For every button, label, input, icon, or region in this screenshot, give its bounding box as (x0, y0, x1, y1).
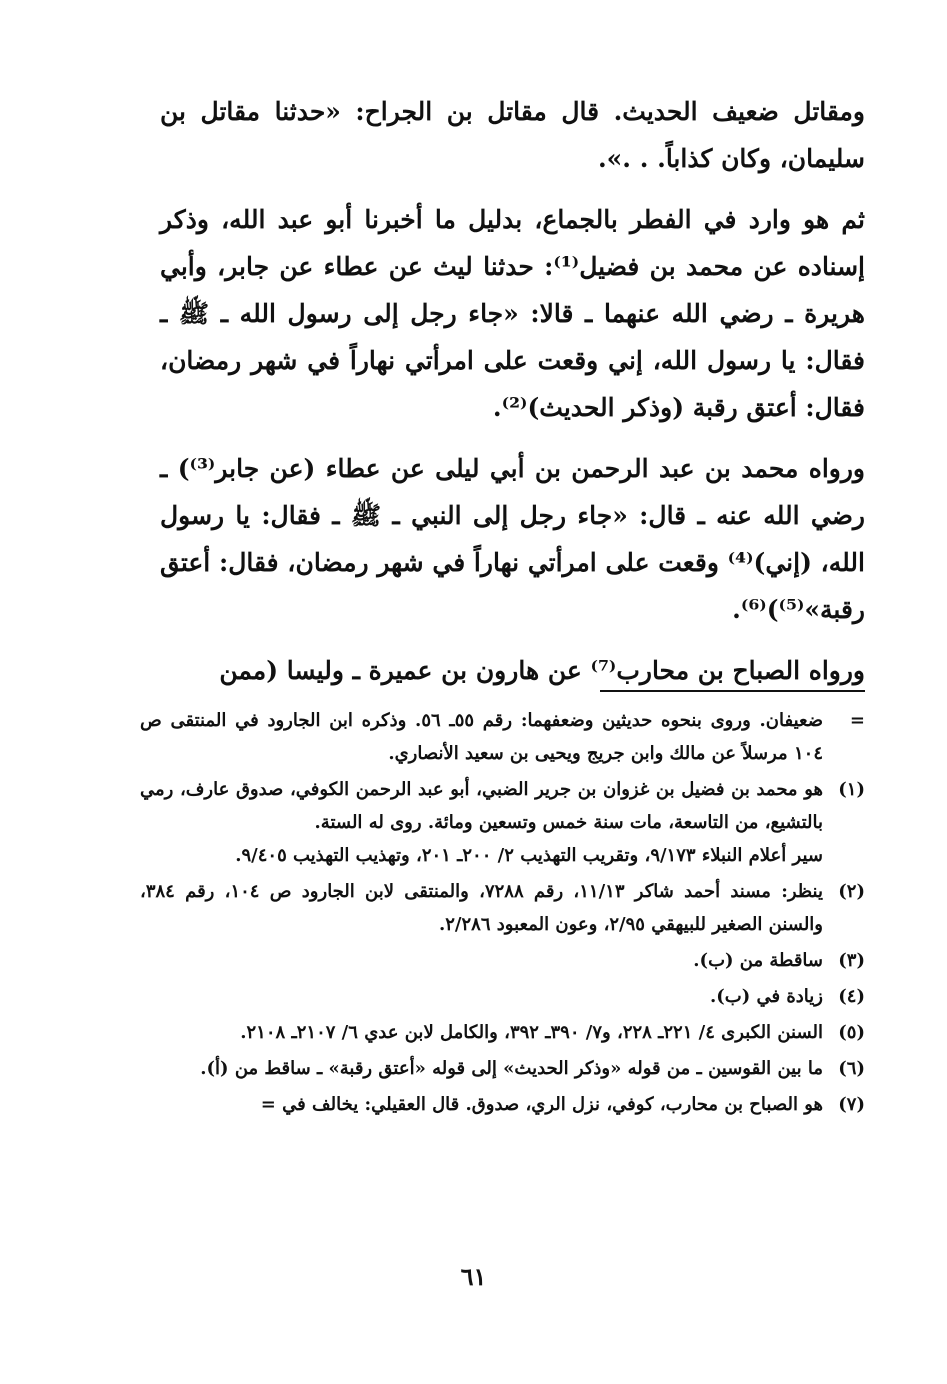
main-text (160, 88, 865, 708)
page-number: ٦١ (460, 1262, 487, 1291)
footnote-7 (140, 1088, 865, 1121)
footnote-text: ما بين القوسين ـ من قوله «وذكر الحديث» إلى قوله «أعتق رقبة» ـ ساقط من (أ). (200, 1058, 823, 1079)
footnote-5 (140, 1016, 865, 1049)
footnote-text: السنن الكبرى ٤/ ٢٢١ـ ٢٢٨، و٧/ ٣٩٠ـ ٣٩٢، والكامل لابن عدي ٦/ ٢١٠٧ـ ٢١٠٨. (240, 1022, 823, 1043)
footnote-1 (140, 773, 865, 872)
footnote-marker: (٢) (838, 881, 865, 902)
footnote-marker: (٣) (838, 950, 865, 971)
footnote-marker: = (849, 710, 865, 731)
main-paragraph-4: ورواه الصباح بن محارب⁽⁷⁾ عن هارون بن عميرة ـ وليسا (ممن (219, 656, 865, 685)
footnote-marker: (١) (838, 779, 865, 800)
footnote-4 (140, 980, 865, 1013)
footnote-2 (140, 875, 865, 941)
footnote-text: هو الصباح بن محارب، كوفي، نزل الري، صدوق. قال العقيلي: يخالف في = (260, 1094, 823, 1115)
main-paragraph-2: ثم هو وارد في الفطر بالجماع، بدليل ما أخبرنا أبو عبد الله، وذكر إسناده عن محمد بن فضيل⁽¹⁾: حدثنا ليث عن عطاء عن جابر، وأبي هريرة ـ رضي الله عنهما ـ قالا: «جاء رجل إلى رسول الله ـ ﷺ ـ فقال: يا رسول الله، إني وقعت على امرأتي نهاراً في شهر رمضان، فقال: أعتق رقبة (وذكر الحديث)⁽²⁾. (160, 205, 865, 422)
footnote-marker: (٤) (838, 986, 865, 1007)
footnote-text: زيادة في (ب). (709, 986, 823, 1007)
footnote-text-part-2: سير أعلام النبلاء ٩/١٧٣، وتقريب التهذيب ٢/ ٢٠٠ـ ٢٠١، وتهذيب التهذيب ٩/٤٠٥. (235, 845, 823, 866)
footnote-marker: (٥) (838, 1022, 865, 1043)
footnote-marker: (٧) (838, 1094, 865, 1115)
footnote-text: ينظر: مسند أحمد شاكر ١١/١٣، رقم ٧٢٨٨، والمنتقى لابن الجارود ص ١٠٤، رقم ٣٨٤، والسنن الصغير للبيهقي ٢/٩٥، وعون المعبود ٢/٢٨٦. (140, 881, 823, 935)
footnote-text: ساقطة من (ب). (693, 950, 823, 971)
footnote-continued (140, 704, 865, 770)
footnote-separator (600, 690, 865, 692)
footnote-3 (140, 944, 865, 977)
footnote-text (140, 773, 823, 872)
main-paragraph-1: ومقاتل ضعيف الحديث. قال مقاتل بن الجراح: «حدثنا مقاتل بن سليمان، وكان كذاباً. . .». (160, 97, 865, 173)
footnote-text-part-1: هو محمد بن فضيل بن غزوان بن جرير الضبي، أبو عبد الرحمن الكوفي، صدوق عارف، رمي بالتشيع، من التاسعة، مات سنة خمس وتسعين ومائة. روى له الستة. (140, 779, 823, 833)
footnote-6 (140, 1052, 865, 1085)
footnotes (140, 704, 865, 1124)
main-paragraph-3: ورواه محمد بن عبد الرحمن بن أبي ليلى عن عطاء (عن جابر⁽³⁾) ـ رضي الله عنه ـ قال: «جاء رجل إلى النبي ـ ﷺ ـ فقال: يا رسول الله، (إني)⁽⁴⁾ وقعت على امرأتي نهاراً في شهر رمضان، فقال: أعتق رقبة»⁽⁵⁾)⁽⁶⁾. (160, 454, 865, 624)
footnote-marker: (٦) (838, 1058, 865, 1079)
footnote-text: ضعيفان. وروى بنحوه حديثين وضعفهما: رقم ٥٥ـ ٥٦. وذكره ابن الجارود في المنتقى ص ١٠٤ مرسلاً عن مالك وابن جريج ويحيى بن سعيد الأنصاري. (140, 710, 823, 764)
